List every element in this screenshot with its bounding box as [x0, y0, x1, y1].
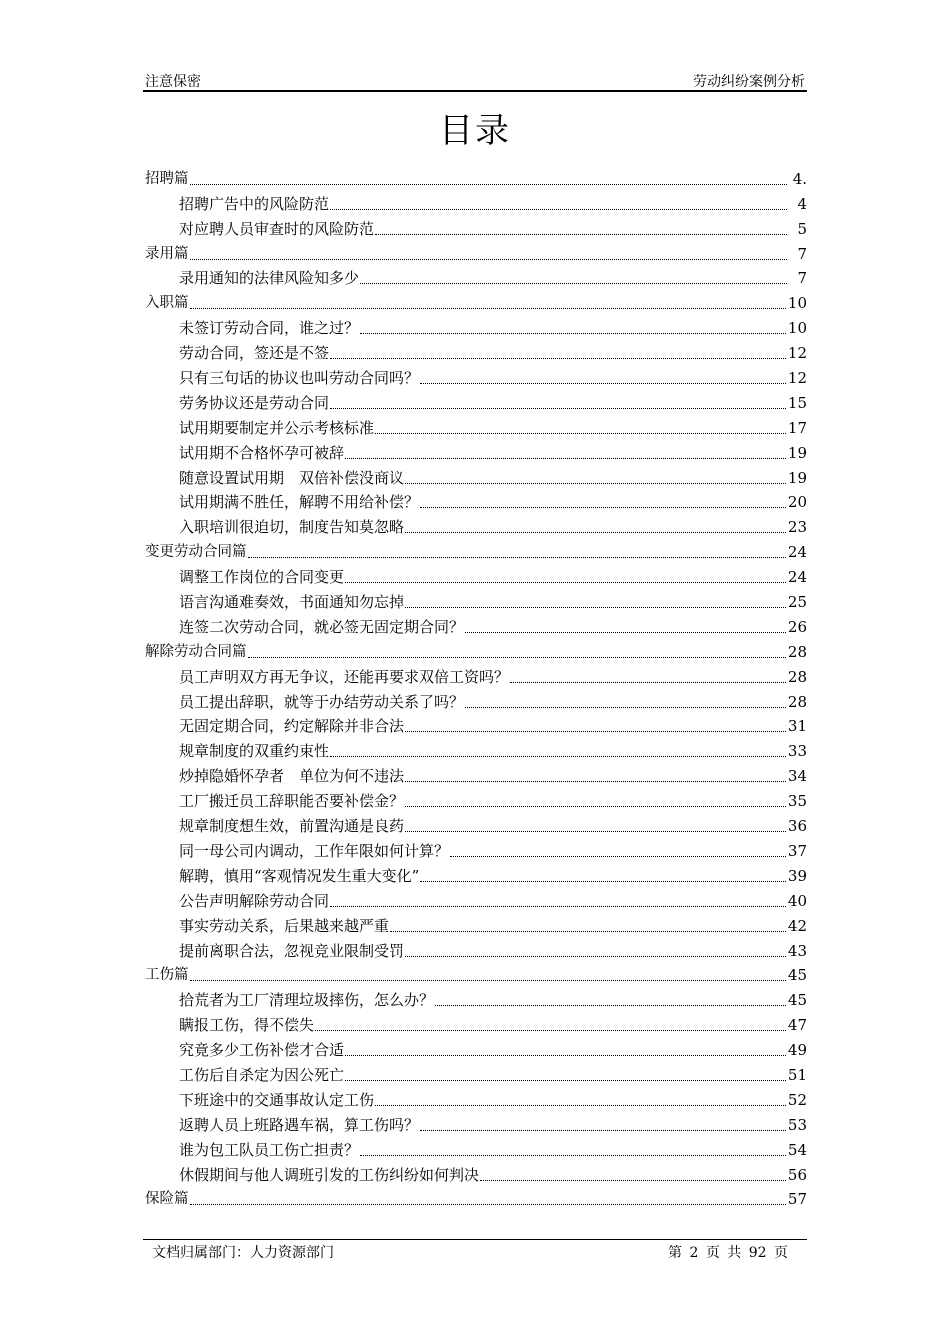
toc-page-number: 51: [787, 1065, 807, 1084]
toc-section-entry[interactable]: [145, 589, 809, 614]
toc-entry-title: 同一母公司内调动，工作年限如何计算？: [179, 841, 450, 860]
toc-page-number: 33: [787, 742, 807, 761]
toc-section-entry[interactable]: [145, 266, 809, 291]
toc-entry-title: 入职篇: [145, 295, 189, 312]
toc-section-entry[interactable]: [145, 714, 809, 739]
toc-leader-dots: [405, 532, 786, 533]
toc-chapter-entry[interactable]: [145, 539, 809, 564]
toc-section-entry[interactable]: [145, 913, 809, 938]
toc-page-number: 4: [797, 194, 807, 213]
toc-entry-title: 变更劳动合同篇: [145, 544, 247, 561]
toc-leader-dots: [190, 259, 788, 260]
toc-leader-dots: [405, 607, 786, 608]
toc-page-number: 19: [787, 443, 807, 462]
toc-chapter-entry[interactable]: [145, 241, 809, 266]
toc-entry-title: 谁为包工队员工伤亡担责？: [179, 1140, 360, 1159]
toc-section-entry[interactable]: [145, 514, 809, 539]
toc-page-number: 36: [787, 817, 807, 836]
page-title: 目录: [439, 111, 511, 151]
toc-leader-dots: [345, 1055, 786, 1056]
toc-entry-title: 只有三句话的协议也叫劳动合同吗？: [179, 369, 420, 388]
toc-entry-title: 工厂搬迁员工辞职能否要补偿金？: [179, 792, 405, 811]
toc-page-number: 37: [787, 841, 807, 860]
toc-page-number: 39: [787, 866, 807, 885]
toc-page-number: 5: [797, 219, 807, 238]
toc-section-entry[interactable]: [145, 763, 809, 788]
toc-page-number: 56: [787, 1165, 807, 1184]
toc-leader-dots: [330, 906, 786, 907]
toc-leader-dots: [330, 209, 787, 210]
toc-chapter-entry[interactable]: [145, 963, 809, 988]
toc-entry-title: 招聘篇: [145, 170, 189, 187]
toc-section-entry[interactable]: [145, 1062, 809, 1087]
toc-leader-dots: [420, 507, 786, 508]
toc-entry-title: 炒掉隐婚怀孕者 单位为何不违法: [179, 767, 405, 786]
toc-section-entry[interactable]: [145, 440, 809, 465]
toc-page-number: 42: [787, 916, 807, 935]
toc-leader-dots: [330, 358, 786, 359]
toc-page-number: 23: [787, 518, 807, 537]
toc-entry-title: 试用期要制定并公示考核标准: [179, 418, 375, 437]
toc-section-entry[interactable]: [145, 1112, 809, 1137]
toc-chapter-entry[interactable]: [145, 1187, 809, 1212]
toc-entry-title: 解除劳动合同篇: [145, 643, 247, 660]
toc-page-number: 53: [787, 1115, 807, 1134]
footer-department: 文档归属部门：人力资源部门: [152, 1245, 334, 1261]
toc-page-number: 28: [787, 667, 807, 686]
toc-section-entry[interactable]: [145, 813, 809, 838]
toc-entry-title: 事实劳动关系，后果越来越严重: [179, 916, 390, 935]
toc-leader-dots: [190, 1204, 786, 1205]
toc-leader-dots: [375, 234, 787, 235]
toc-page-number: 54: [787, 1140, 807, 1159]
header-right-text: 劳动纠纷案例分析: [693, 74, 805, 90]
toc-entry-title: 规章制度的双重约束性: [179, 742, 330, 761]
toc-leader-dots: [190, 184, 788, 185]
toc-page-number: 4.: [792, 169, 807, 188]
toc-page-number: 10: [787, 294, 807, 313]
toc-leader-dots: [405, 781, 786, 782]
toc-entry-title: 返聘人员上班路遇车祸，算工伤吗？: [179, 1115, 420, 1134]
toc-page-number: 17: [787, 418, 807, 437]
toc-entry-title: 录用通知的法律风险知多少: [179, 269, 360, 288]
toc-entry-title: 保险篇: [145, 1191, 189, 1208]
toc-entry-title: 未签订劳动合同，谁之过？: [179, 319, 360, 338]
header-rule: [143, 90, 807, 92]
toc-page-number: 26: [787, 617, 807, 636]
toc-section-entry[interactable]: [145, 938, 809, 963]
toc-leader-dots: [345, 458, 786, 459]
toc-entry-title: 工伤篇: [145, 967, 189, 984]
toc-entry-title: 连签二次劳动合同，就必签无固定期合同？: [179, 617, 465, 636]
toc-entry-title: 瞒报工伤，得不偿失: [179, 1016, 315, 1035]
toc-leader-dots: [465, 632, 786, 633]
toc-section-entry[interactable]: [145, 987, 809, 1012]
toc-entry-title: 对应聘人员审查时的风险防范: [179, 219, 375, 238]
toc-section-entry[interactable]: [145, 614, 809, 639]
toc-section-entry[interactable]: [145, 365, 809, 390]
toc-page-number: 20: [787, 493, 807, 512]
toc-page-number: 49: [787, 1041, 807, 1060]
toc-section-entry[interactable]: [145, 1012, 809, 1037]
toc-page-number: 19: [787, 468, 807, 487]
toc-entry-title: 拾荒者为工厂清理垃圾摔伤，怎么办？: [179, 991, 435, 1010]
header-left-text: 注意保密: [145, 74, 201, 90]
toc-section-entry[interactable]: [145, 415, 809, 440]
toc-section-entry[interactable]: [145, 738, 809, 763]
toc-page-number: 12: [787, 369, 807, 388]
toc-page-number: 57: [787, 1190, 807, 1209]
toc-leader-dots: [405, 831, 786, 832]
toc-leader-dots: [480, 1180, 786, 1181]
toc-page-number: 12: [787, 344, 807, 363]
toc-leader-dots: [435, 1005, 786, 1006]
toc-section-entry[interactable]: [145, 863, 809, 888]
toc-leader-dots: [360, 283, 787, 284]
toc-entry-title: 工伤后自杀定为因公死亡: [179, 1065, 345, 1084]
toc-entry-title: 录用篇: [145, 245, 189, 262]
toc-section-entry[interactable]: [145, 191, 809, 216]
toc-leader-dots: [450, 856, 786, 857]
footer-rule: [143, 1239, 807, 1240]
toc-section-entry[interactable]: [145, 315, 809, 340]
toc-page-number: 45: [787, 991, 807, 1010]
toc-section-entry[interactable]: [145, 564, 809, 589]
toc-page-number: 45: [787, 966, 807, 985]
toc-leader-dots: [375, 433, 786, 434]
toc-section-entry[interactable]: [145, 888, 809, 913]
toc-page-number: 40: [787, 891, 807, 910]
toc-entry-title: 劳动合同，签还是不签: [179, 344, 330, 363]
toc-page-number: 28: [787, 692, 807, 711]
toc-section-entry[interactable]: [145, 788, 809, 813]
toc-entry-title: 语言沟通难奏效，书面通知勿忘掉: [179, 593, 405, 612]
toc-entry-title: 公告声明解除劳动合同: [179, 891, 330, 910]
toc-leader-dots: [330, 756, 786, 757]
toc-leader-dots: [420, 881, 786, 882]
toc-leader-dots: [360, 1155, 786, 1156]
toc-leader-dots: [405, 956, 786, 957]
toc-entry-title: 招聘广告中的风险防范: [179, 194, 330, 213]
toc-entry-title: 劳务协议还是劳动合同: [179, 393, 330, 412]
table-of-contents: [145, 166, 809, 1211]
toc-section-entry[interactable]: [145, 838, 809, 863]
toc-leader-dots: [420, 383, 786, 384]
toc-leader-dots: [315, 1030, 786, 1031]
toc-page-number: 25: [787, 593, 807, 612]
toc-entry-title: 员工声明双方再无争议，还能再要求双倍工资吗？: [179, 667, 510, 686]
toc-leader-dots: [465, 707, 786, 708]
toc-page-number: 31: [787, 717, 807, 736]
toc-page-number: 52: [787, 1090, 807, 1109]
toc-leader-dots: [390, 931, 786, 932]
toc-section-entry[interactable]: [145, 216, 809, 241]
toc-leader-dots: [360, 333, 786, 334]
toc-page-number: 24: [787, 568, 807, 587]
toc-page-number: 47: [787, 1016, 807, 1035]
toc-entry-title: 入职培训很迫切，制度告知莫忽略: [179, 518, 405, 537]
toc-section-entry[interactable]: [145, 465, 809, 490]
toc-section-entry[interactable]: [145, 1037, 809, 1062]
toc-page-number: 34: [787, 767, 807, 786]
toc-leader-dots: [345, 582, 786, 583]
toc-leader-dots: [405, 483, 786, 484]
toc-page-number: 15: [787, 393, 807, 412]
toc-entry-title: 员工提出辞职，就等于办结劳动关系了吗？: [179, 692, 465, 711]
toc-leader-dots: [420, 1130, 786, 1131]
toc-entry-title: 解聘，慎用“客观情况发生重大变化”: [179, 866, 420, 885]
toc-entry-title: 试用期满不胜任，解聘不用给补偿？: [179, 493, 420, 512]
footer-page-number: 第 2 页 共 92 页: [668, 1245, 788, 1261]
toc-section-entry[interactable]: [145, 340, 809, 365]
toc-entry-title: 试用期不合格怀孕可被辞: [179, 443, 345, 462]
toc-leader-dots: [405, 806, 786, 807]
toc-chapter-entry[interactable]: [145, 166, 809, 191]
toc-leader-dots: [190, 980, 786, 981]
toc-leader-dots: [248, 557, 786, 558]
toc-leader-dots: [248, 657, 786, 658]
toc-leader-dots: [405, 731, 786, 732]
toc-leader-dots: [345, 1080, 786, 1081]
toc-entry-title: 休假期间与他人调班引发的工伤纠纷如何判决: [179, 1165, 480, 1184]
toc-section-entry[interactable]: [145, 490, 809, 515]
toc-page-number: 43: [787, 941, 807, 960]
toc-page-number: 35: [787, 792, 807, 811]
toc-page-number: 7: [797, 244, 807, 263]
toc-section-entry[interactable]: [145, 390, 809, 415]
toc-entry-title: 调整工作岗位的合同变更: [179, 568, 345, 587]
toc-entry-title: 究竟多少工伤补偿才合适: [179, 1041, 345, 1060]
toc-leader-dots: [510, 682, 786, 683]
toc-entry-title: 下班途中的交通事故认定工伤: [179, 1090, 375, 1109]
toc-leader-dots: [330, 408, 786, 409]
toc-page-number: 28: [787, 642, 807, 661]
toc-section-entry[interactable]: [145, 1087, 809, 1112]
toc-entry-title: 规章制度想生效，前置沟通是良药: [179, 817, 405, 836]
toc-chapter-entry[interactable]: [145, 290, 809, 315]
toc-page-number: 24: [787, 543, 807, 562]
toc-leader-dots: [375, 1105, 786, 1106]
toc-section-entry[interactable]: [145, 1137, 809, 1162]
toc-entry-title: 无固定期合同，约定解除并非合法: [179, 717, 405, 736]
toc-entry-title: 随意设置试用期 双倍补偿没商议: [179, 468, 405, 487]
toc-leader-dots: [190, 308, 786, 309]
toc-section-entry[interactable]: [145, 689, 809, 714]
toc-chapter-entry[interactable]: [145, 639, 809, 664]
toc-page-number: 7: [797, 269, 807, 288]
toc-section-entry[interactable]: [145, 1162, 809, 1187]
toc-section-entry[interactable]: [145, 664, 809, 689]
toc-entry-title: 提前离职合法，忽视竞业限制受罚: [179, 941, 405, 960]
toc-page-number: 10: [787, 319, 807, 338]
